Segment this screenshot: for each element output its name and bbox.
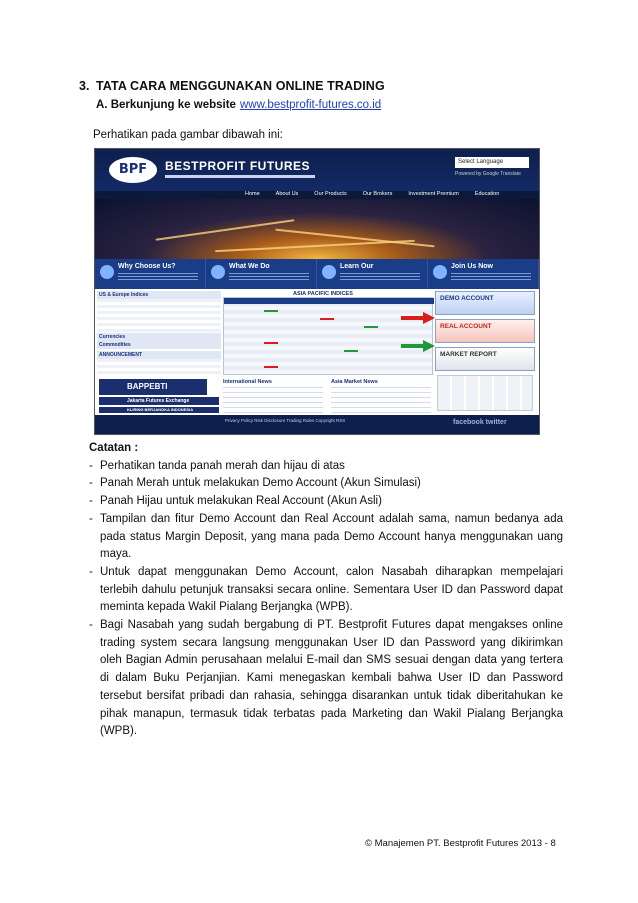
- value-down: [264, 366, 278, 368]
- currencies-title: Currencies: [97, 333, 221, 341]
- section-number: 3.: [79, 79, 90, 93]
- list-item: - Panah Merah untuk melakukan Demo Account (Akun Simulasi): [89, 475, 563, 493]
- tile-title: What We Do: [229, 263, 270, 270]
- tile-title: Learn Our: [340, 263, 374, 270]
- real-account-label: REAL ACCOUNT: [440, 323, 492, 330]
- notes-caption: Catatan :: [89, 442, 139, 454]
- tile-join: [428, 259, 539, 289]
- subsection-heading: [96, 99, 381, 111]
- red-arrow: [401, 315, 435, 321]
- green-arrow: [401, 343, 435, 349]
- site-header: [95, 149, 539, 191]
- list-item: - Panah Hijau untuk melakukan Real Account (Akun Asli): [89, 493, 563, 511]
- tile-text: [229, 273, 309, 281]
- green-arrow-head: [423, 340, 435, 352]
- tile-title: Why Choose Us?: [118, 263, 176, 270]
- list-item: - Untuk dapat menggunakan Demo Account, calon Nasabah diharapkan mempelajari terlebih dahulu petunjuk transaksi secara online. Sementara User ID dan Password dapat meminta kepada Wakil Pialang Berjangka (WPB).: [89, 564, 563, 617]
- market-report-label: MARKET REPORT: [440, 351, 497, 358]
- list-item: - Tampilan dan fitur Demo Account dan Real Account adalah sama, namun bedanya ada pada status Margin Deposit, yang mana pada Demo Account hanya menggunakan uang maya.: [89, 511, 563, 564]
- notes-section: [89, 440, 563, 741]
- center-column: [223, 291, 433, 413]
- nav-education: Education: [474, 191, 500, 197]
- value-down: [264, 342, 278, 344]
- site-nav: [245, 189, 539, 199]
- section-title: TATA CARA MENGGUNAKAN ONLINE TRADING: [96, 79, 385, 93]
- site-body: [95, 289, 539, 415]
- subsection-title: A. Berkunjung ke website: [96, 99, 236, 111]
- brand-tagline-bar: [165, 175, 315, 178]
- tile-text: [451, 273, 531, 281]
- feature-tiles: [95, 259, 539, 289]
- value-up: [364, 326, 378, 328]
- language-powered: Powered by Google Translate: [455, 171, 521, 177]
- nav-about: About Us: [275, 191, 299, 197]
- nav-products: Our Products: [314, 191, 347, 197]
- globe-icon: [322, 265, 336, 279]
- asia-indices-title: ASIA PACIFIC INDICES: [293, 291, 353, 297]
- list-item: - Bagi Nasabah yang sudah bergabung di PT. Bestprofit Futures dapat mengakses online trading system secara langsung menggunakan User ID dan Password yang dikirimkan oleh Bagian Admin perusahaan melalui E-mail dan SMS sesuai dengan data yang tertera di dalam Buku Perjanjian. Kami menegaskan kembali bahwa User ID dan Password tersebut bersifat pribadi dan rahasia, sehingga disarankan untuk tidak diberitahukan ke pihak manapun, termasuk tidak terbatas pada Marketing dan Wakil Pialang Berjangka (WPB).: [89, 617, 563, 741]
- calendar-widget: [437, 375, 533, 411]
- intl-news-list: [223, 387, 323, 413]
- notes-list: [89, 458, 563, 741]
- website-link[interactable]: www.bestprofit-futures.co.id: [239, 99, 382, 111]
- light-streak: [215, 240, 415, 252]
- bappebti-logo: BAPPEBTI: [99, 379, 207, 395]
- page-footer: © Manajemen PT. Bestprofit Futures 2013 - 8: [365, 838, 556, 849]
- asia-news-list: [331, 387, 431, 413]
- left-column: [97, 291, 221, 413]
- red-arrow-shaft: [401, 316, 425, 320]
- kbi-logo: KLIRING BERJANGKA INDONESIA: [99, 407, 219, 413]
- announcement-title: ANNOUNCEMENT: [97, 351, 221, 359]
- site-brand: BESTPROFIT FUTURES: [165, 159, 311, 173]
- demo-account-button: [435, 291, 535, 315]
- value-up: [344, 350, 358, 352]
- site-footer: [95, 415, 539, 434]
- social-links: facebook twitter: [453, 419, 507, 426]
- tile-learn: [317, 259, 428, 289]
- tile-text: [340, 273, 420, 281]
- jfx-logo: Jakarta Futures Exchange: [99, 397, 219, 405]
- asia-news-title: Asia Market News: [331, 379, 378, 385]
- globe-icon: [433, 265, 447, 279]
- commodities-title: Commodities: [97, 341, 221, 349]
- light-streak: [156, 219, 295, 240]
- indices-title: US & Europe Indices: [97, 291, 221, 299]
- intl-news-title: International News: [223, 379, 272, 385]
- green-arrow-shaft: [401, 344, 425, 348]
- nav-investment: Investment Premium: [408, 191, 459, 197]
- list-item: - Perhatikan tanda panah merah dan hijau di atas: [89, 458, 563, 476]
- indices-table: [97, 299, 221, 333]
- website-screenshot: [94, 148, 540, 435]
- real-account-button: [435, 319, 535, 343]
- globe-icon: [100, 265, 114, 279]
- tile-title: Join Us Now: [451, 263, 494, 270]
- red-arrow-head: [423, 312, 435, 324]
- demo-account-label: DEMO ACCOUNT: [440, 295, 494, 302]
- site-logo: BPF: [109, 157, 157, 183]
- right-column: [435, 291, 535, 413]
- table-header-bar: [224, 298, 434, 304]
- tile-why: [95, 259, 206, 289]
- value-down: [320, 318, 334, 320]
- value-up: [264, 310, 278, 312]
- globe-icon: [211, 265, 225, 279]
- tile-what: [206, 259, 317, 289]
- announcement-list: [97, 359, 221, 377]
- hero-city-image: [95, 199, 539, 259]
- intro-text: Perhatikan pada gambar dibawah ini:: [93, 129, 283, 141]
- nav-home: Home: [245, 191, 260, 197]
- tile-text: [118, 273, 198, 281]
- language-select: Select Language: [455, 157, 529, 168]
- nav-brokers: Our Brokers: [362, 191, 393, 197]
- market-report-button: [435, 347, 535, 371]
- footer-links: Privacy Policy Risk Disclosure Trading Rules Copyright RSS: [225, 418, 346, 423]
- asia-indices-table: [223, 297, 433, 375]
- section-heading: [79, 79, 385, 93]
